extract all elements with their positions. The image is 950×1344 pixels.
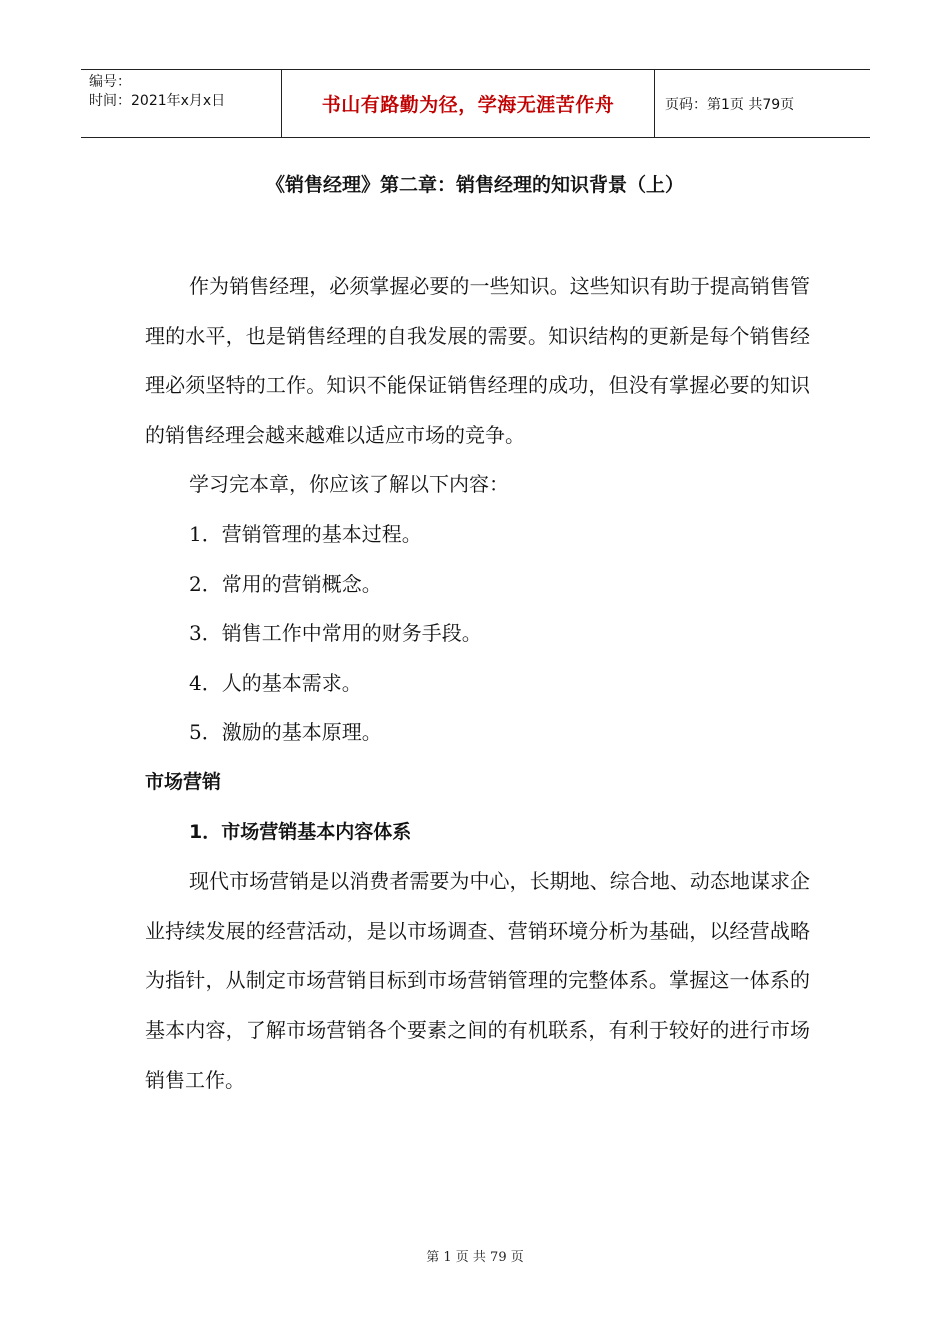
page-header: [81, 69, 870, 138]
list-item: 5．激励的基本原理。: [189, 720, 382, 745]
list-item: 2．常用的营销概念。: [189, 571, 382, 596]
header-meta: [81, 70, 282, 137]
section-paragraph: 现代市场营销是以消费者需要为中心，长期地、综合地、动态地谋求企业持续发展的经营活动，是以市场调查、营销环境分析为基础，以经营战略为指针，从制定市场营销目标到市场营销管理的完整体系。掌握这一体系的基本内容，了解市场营销各个要素之间的有机联系，有利于较好的进行市场销售工作。: [145, 869, 810, 1092]
list-item: 3．销售工作中常用的财务手段。: [189, 621, 482, 646]
header-page-info: 页码：第1页 共79页: [665, 96, 795, 113]
number-label: 编号：: [89, 74, 131, 90]
learn-lead: 学习完本章，你应该了解以下内容：: [189, 472, 509, 497]
page-footer: 第 1 页 共 79 页: [426, 1250, 524, 1265]
intro-paragraph: 作为销售经理，必须掌握必要的一些知识。这些知识有助于提高销售管理的水平，也是销售经理的自我发展的需要。知识结构的更新是每个销售经理必须坚特的工作。知识不能保证销售经理的成功，但没有掌握必要的知识的销售经理会越来越难以适应市场的竞争。: [145, 274, 810, 447]
time-label: 时间：2021年x月x日: [89, 93, 226, 109]
document-title: 《销售经理》第二章：销售经理的知识背景（上）: [265, 174, 684, 196]
subsection-title: 1．市场营销基本内容体系: [189, 820, 412, 843]
list-item: 4．人的基本需求。: [189, 670, 362, 695]
list-item: 1．营销管理的基本过程。: [189, 521, 422, 546]
section-title: 市场营销: [145, 770, 222, 793]
header-motto: 书山有路勤为径，学海无涯苦作舟: [282, 70, 655, 137]
document-body: [145, 262, 810, 1105]
